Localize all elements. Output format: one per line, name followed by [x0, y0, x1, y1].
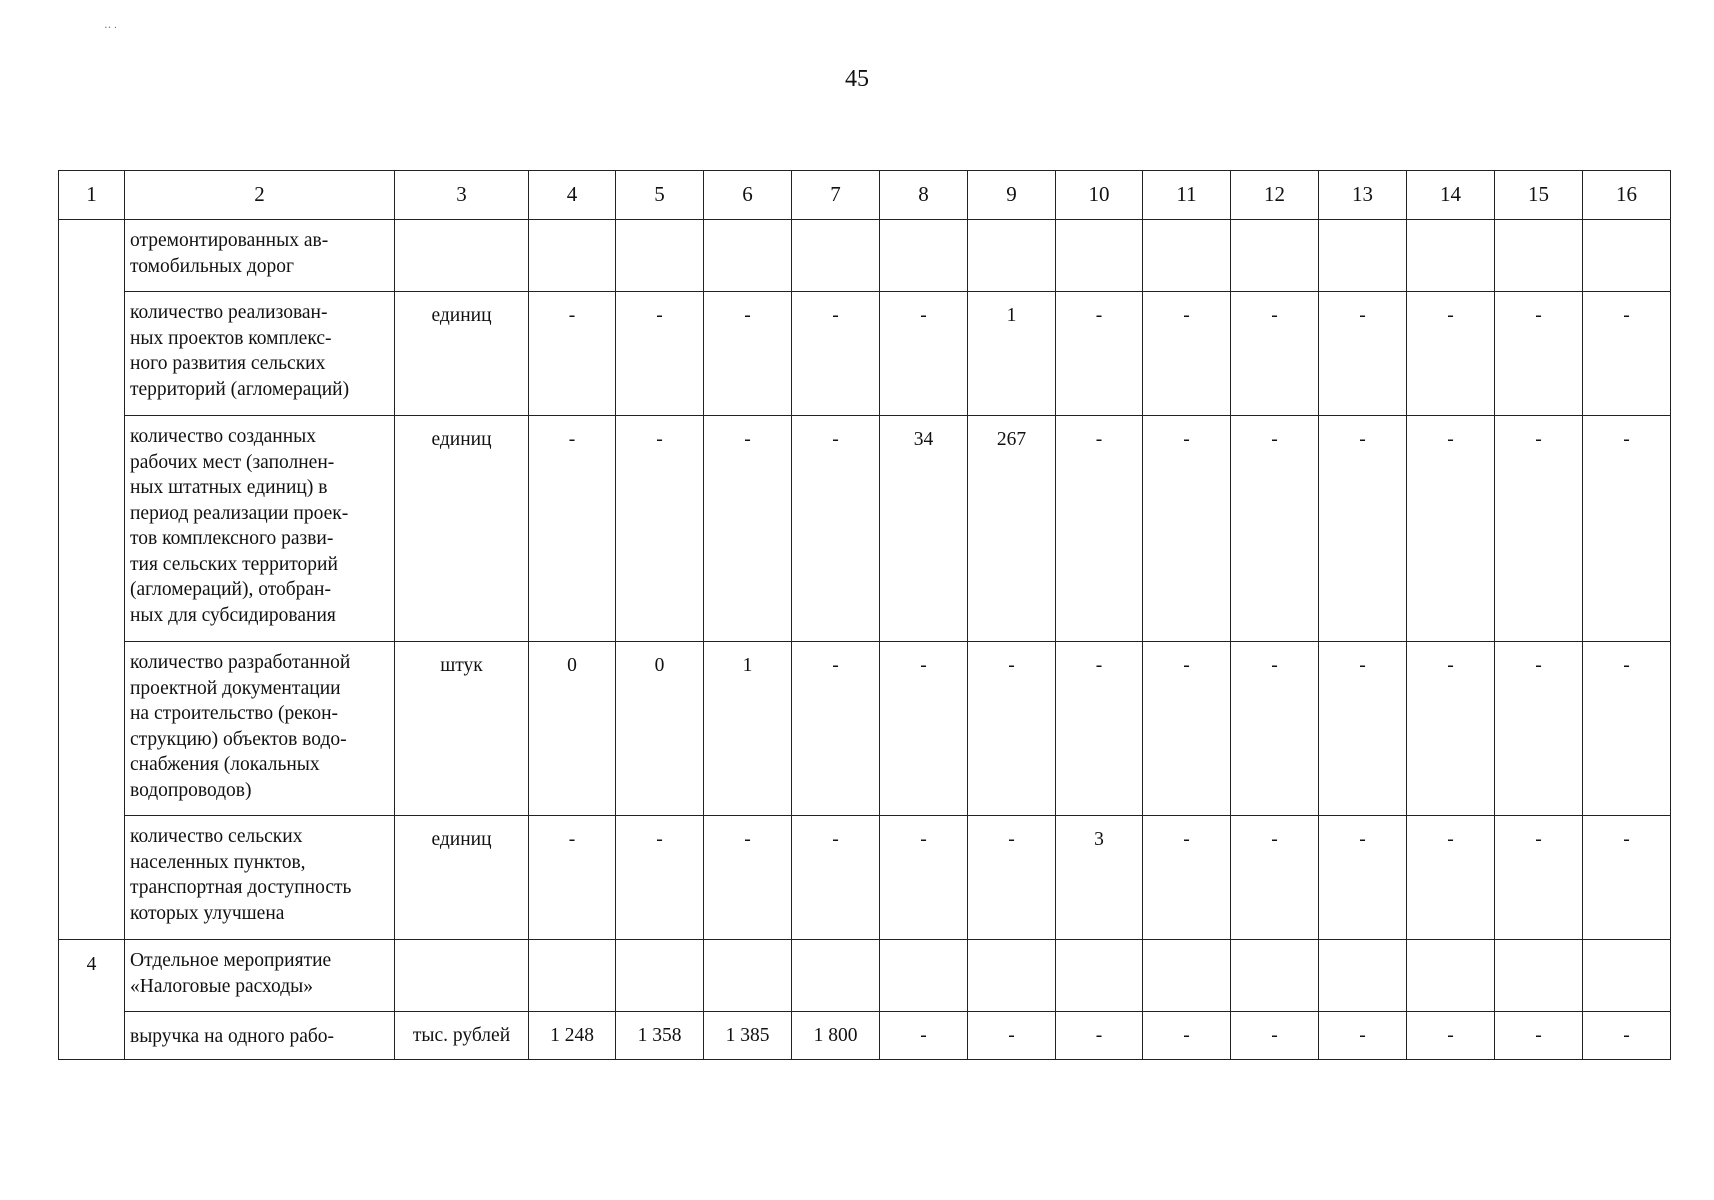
- value-cell: [529, 940, 616, 1012]
- table-row: [59, 416, 1671, 642]
- value-cell: -: [1231, 642, 1319, 816]
- value-cell: [616, 220, 704, 292]
- value-cell: -: [1319, 642, 1407, 816]
- unit-cell: единиц: [395, 816, 529, 940]
- header-cell: 1: [59, 171, 125, 220]
- value-cell: 1 385: [704, 1012, 792, 1060]
- value-cell: -: [1407, 416, 1495, 642]
- value-cell: [704, 940, 792, 1012]
- value-cell: -: [1583, 1012, 1671, 1060]
- value-cell: -: [880, 816, 968, 940]
- value-cell: -: [616, 816, 704, 940]
- value-cell: -: [968, 642, 1056, 816]
- table-header-row: [59, 171, 1671, 220]
- value-cell: 1 248: [529, 1012, 616, 1060]
- indicator-name-cell: количество реализован- ных проектов комплекс- ного развития сельских территорий (агломераций): [125, 292, 395, 416]
- value-cell: 0: [529, 642, 616, 816]
- indicator-name-cell: количество разработанной проектной документации на строительство (рекон- струкцию) объектов водо- снабжения (локальных водопроводов): [125, 642, 395, 816]
- unit-cell: [395, 220, 529, 292]
- value-cell: -: [1143, 1012, 1231, 1060]
- value-cell: [1143, 220, 1231, 292]
- value-cell: [1231, 220, 1319, 292]
- value-cell: [1495, 940, 1583, 1012]
- indicator-name-cell: Отдельное мероприятие «Налоговые расходы»: [125, 940, 395, 1012]
- value-cell: [1495, 220, 1583, 292]
- value-cell: -: [1407, 816, 1495, 940]
- unit-cell: штук: [395, 642, 529, 816]
- unit-cell: тыс. рублей: [395, 1012, 529, 1060]
- value-cell: [1319, 940, 1407, 1012]
- value-cell: [792, 220, 880, 292]
- value-cell: -: [1495, 416, 1583, 642]
- value-cell: -: [1583, 416, 1671, 642]
- value-cell: -: [1143, 816, 1231, 940]
- value-cell: -: [1056, 1012, 1143, 1060]
- corner-scan-mark: ‥ .: [104, 19, 117, 31]
- header-cell: 3: [395, 171, 529, 220]
- indicators-table: [58, 170, 1671, 1060]
- row-number-cell: 4: [59, 940, 125, 1060]
- value-cell: -: [1319, 292, 1407, 416]
- value-cell: -: [1407, 642, 1495, 816]
- header-cell: 9: [968, 171, 1056, 220]
- value-cell: [1583, 940, 1671, 1012]
- value-cell: [1143, 940, 1231, 1012]
- value-cell: [968, 940, 1056, 1012]
- value-cell: -: [529, 292, 616, 416]
- table-row: [59, 292, 1671, 416]
- value-cell: -: [1319, 416, 1407, 642]
- value-cell: -: [1143, 292, 1231, 416]
- value-cell: -: [616, 292, 704, 416]
- value-cell: -: [1407, 1012, 1495, 1060]
- unit-cell: единиц: [395, 416, 529, 642]
- value-cell: -: [1495, 816, 1583, 940]
- unit-cell: единиц: [395, 292, 529, 416]
- value-cell: [968, 220, 1056, 292]
- value-cell: -: [1407, 292, 1495, 416]
- value-cell: -: [529, 416, 616, 642]
- unit-cell: [395, 940, 529, 1012]
- value-cell: -: [704, 416, 792, 642]
- value-cell: -: [1231, 816, 1319, 940]
- header-cell: 7: [792, 171, 880, 220]
- header-cell: 16: [1583, 171, 1671, 220]
- value-cell: 1: [704, 642, 792, 816]
- value-cell: -: [1143, 642, 1231, 816]
- header-cell: 12: [1231, 171, 1319, 220]
- value-cell: -: [792, 642, 880, 816]
- header-cell: 15: [1495, 171, 1583, 220]
- value-cell: 1 358: [616, 1012, 704, 1060]
- value-cell: [704, 220, 792, 292]
- value-cell: 0: [616, 642, 704, 816]
- value-cell: [1407, 220, 1495, 292]
- value-cell: -: [880, 292, 968, 416]
- value-cell: -: [1056, 416, 1143, 642]
- value-cell: -: [1583, 816, 1671, 940]
- row-number-cell: [59, 220, 125, 940]
- value-cell: -: [1583, 642, 1671, 816]
- header-cell: 10: [1056, 171, 1143, 220]
- value-cell: -: [529, 816, 616, 940]
- table-row: [59, 1012, 1671, 1060]
- header-cell: 2: [125, 171, 395, 220]
- header-cell: 13: [1319, 171, 1407, 220]
- value-cell: -: [704, 816, 792, 940]
- value-cell: -: [792, 416, 880, 642]
- indicator-name-cell: выручка на одного рабо-: [125, 1012, 395, 1060]
- header-cell: 14: [1407, 171, 1495, 220]
- value-cell: [1583, 220, 1671, 292]
- value-cell: 3: [1056, 816, 1143, 940]
- indicator-name-cell: количество созданных рабочих мест (заполнен- ных штатных единиц) в период реализации проек- тов комплексного разви- тия сельских территорий (агломераций), отобран- ных для субсидирования: [125, 416, 395, 642]
- table-row: [59, 642, 1671, 816]
- value-cell: -: [1231, 1012, 1319, 1060]
- table-row: [59, 220, 1671, 292]
- value-cell: -: [1143, 416, 1231, 642]
- value-cell: -: [1056, 642, 1143, 816]
- header-cell: 4: [529, 171, 616, 220]
- value-cell: [1231, 940, 1319, 1012]
- value-cell: -: [1056, 292, 1143, 416]
- value-cell: [792, 940, 880, 1012]
- value-cell: -: [1495, 642, 1583, 816]
- header-cell: 6: [704, 171, 792, 220]
- indicator-name-cell: отремонтированных ав- томобильных дорог: [125, 220, 395, 292]
- header-cell: 8: [880, 171, 968, 220]
- value-cell: -: [1495, 292, 1583, 416]
- value-cell: -: [968, 816, 1056, 940]
- value-cell: -: [880, 1012, 968, 1060]
- value-cell: [1056, 940, 1143, 1012]
- value-cell: -: [792, 816, 880, 940]
- value-cell: -: [1583, 292, 1671, 416]
- value-cell: 34: [880, 416, 968, 642]
- value-cell: [1407, 940, 1495, 1012]
- value-cell: 267: [968, 416, 1056, 642]
- value-cell: 1: [968, 292, 1056, 416]
- value-cell: 1 800: [792, 1012, 880, 1060]
- value-cell: -: [880, 642, 968, 816]
- value-cell: -: [968, 1012, 1056, 1060]
- value-cell: -: [1319, 1012, 1407, 1060]
- value-cell: -: [1495, 1012, 1583, 1060]
- table-row: [59, 940, 1671, 1012]
- page-number: 45: [845, 66, 869, 92]
- indicator-name-cell: количество сельских населенных пунктов, транспортная доступность которых улучшена: [125, 816, 395, 940]
- value-cell: [616, 940, 704, 1012]
- table-row: [59, 816, 1671, 940]
- value-cell: [880, 940, 968, 1012]
- value-cell: -: [1319, 816, 1407, 940]
- value-cell: -: [704, 292, 792, 416]
- value-cell: [1056, 220, 1143, 292]
- header-cell: 5: [616, 171, 704, 220]
- value-cell: -: [792, 292, 880, 416]
- value-cell: -: [1231, 416, 1319, 642]
- value-cell: [529, 220, 616, 292]
- value-cell: [1319, 220, 1407, 292]
- header-cell: 11: [1143, 171, 1231, 220]
- value-cell: -: [616, 416, 704, 642]
- value-cell: -: [1231, 292, 1319, 416]
- value-cell: [880, 220, 968, 292]
